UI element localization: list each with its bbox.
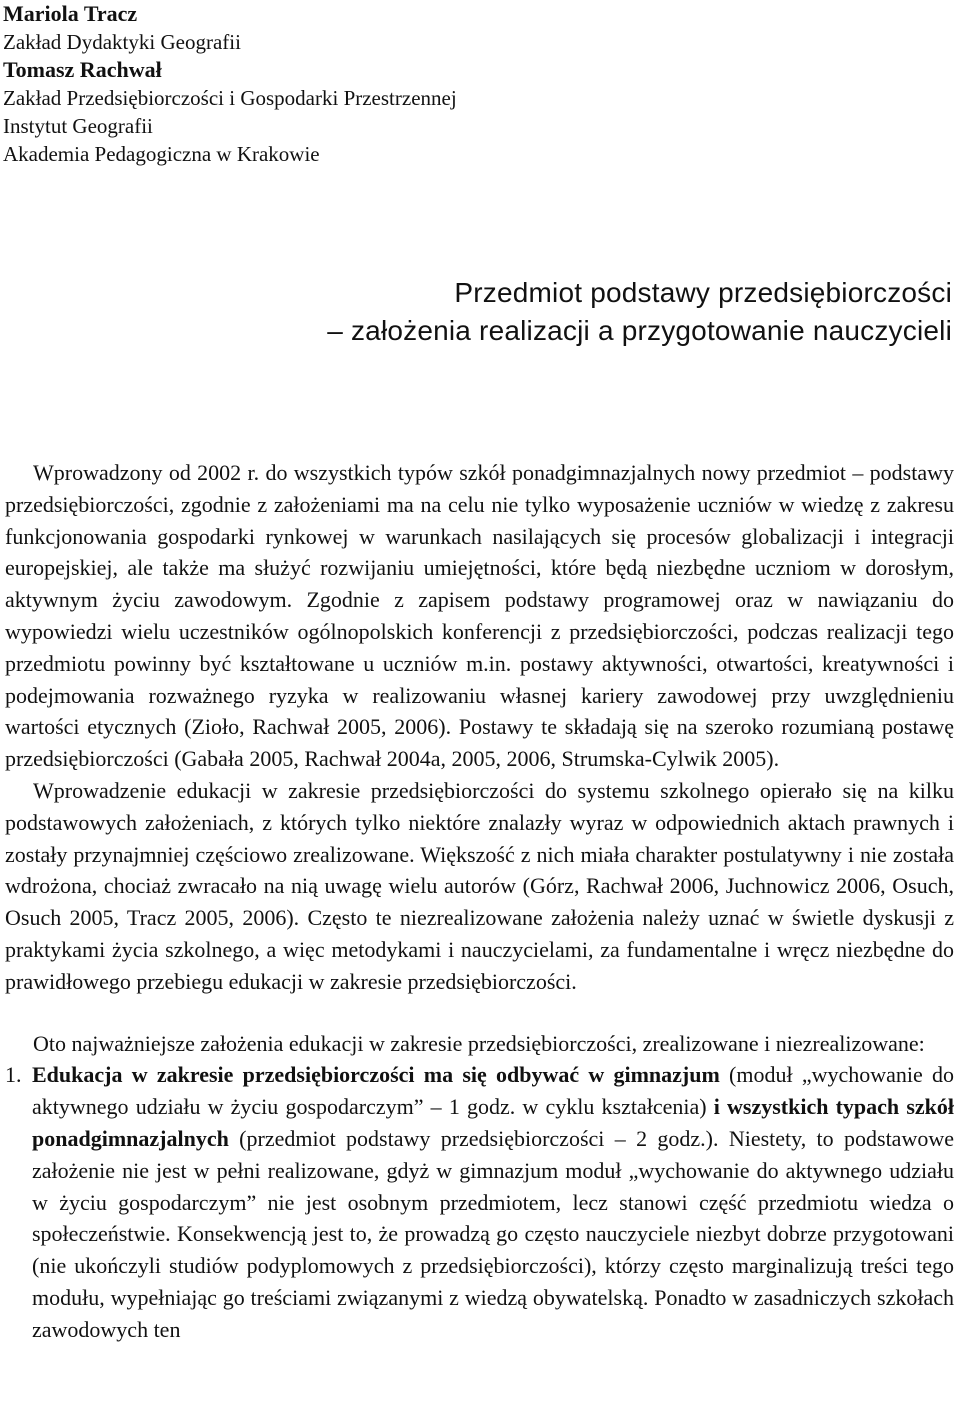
institute-name: Instytut Geografii	[3, 114, 153, 138]
author-affiliation: Zakład Dydaktyki Geografii	[3, 30, 241, 54]
university-name: Akademia Pedagogiczna w Krakowie	[3, 142, 320, 166]
title-line-2: – założenia realizacji a przygotowanie nauczycieli	[327, 315, 952, 346]
list-item-text: (przedmiot podstawy przedsiębiorczości – 2 godz.). Niestety, to podstawowe założenie nie jest w pełni realizowane, gdyż w gimnazjum moduł „wychowanie do aktywnego udziału w życiu gospodarczym” nie jest osobnym przedmiotem, lecz stanowi część przedmiotu wiedza o społeczeństwie. Konsekwencją jest to, że prowadzą go często nauczyciele niezbyt dobrze przygotowani (nie ukończyli studiów podyplomowych z przedsiębiorczości), którzy często marginalizują treści tego modułu, wypełniając go treściami związanymi z wiedzą obywatelską. Ponadto w zasadniczych szkołach zawodowych ten	[32, 1125, 954, 1342]
author-block	[3, 0, 457, 168]
list-item-text: (moduł „wychowanie do aktywnego udziału w życiu gospodarczym” – 1 godz. w cyklu kształcenia)	[32, 1062, 954, 1120]
bold-phrase: i wszystkich typach szkół ponadgimnazjalnych	[32, 1094, 954, 1151]
body-paragraph: Wprowadzony od 2002 r. do wszystkich typów szkół ponadgimnazjalnych nowy przedmiot – podstawy przedsiębiorczości, zgodnie z założeniami ma na celu nie tylko wyposażenie uczniów w wiedzę z zakresu funkcjonowania gospodarki rynkowej w warunkach nasilających się procesów globalizacji i integracji europejskiej, ale także ma służyć rozwijaniu umiejętności, które będą niezbędne uczniom w dorosłym, aktywnym życiu zawodowym. Zgodnie z zapisem podstawy programowej oraz w nawiązaniu do wypowiedzi wielu uczestników ogólnopolskich konferencji z przedsiębiorczości, podczas realizacji tego przedmiotu powinny być kształtowane u uczniów m.in. postawy aktywności, otwartości, kreatywności i podejmowania rozważnego ryzyka w realizowaniu własnej kariery zawodowej przy uwzględnieniu wartości etycznych (Zioło, Rachwał 2005, 2006). Postawy te składają się na szeroko rozumianą postawę przedsiębiorczości (Gabała 2005, Rachwał 2004a, 2005, 2006, Strumska-Cylwik 2005).	[5, 460, 954, 772]
author-name: Mariola Tracz	[3, 1, 138, 26]
body-paragraph: Oto najważniejsze założenia edukacji w zakresie przedsiębiorczości, zrealizowane i niezrealizowane:	[33, 1030, 925, 1056]
title-line-1: Przedmiot podstawy przedsiębiorczości	[454, 277, 952, 308]
author-name: Tomasz Rachwał	[3, 57, 162, 82]
list-item	[5, 1059, 954, 1345]
list-item-number: 1.	[5, 1062, 22, 1088]
article-body	[5, 457, 954, 1346]
bold-phrase: Edukacja w zakresie przedsiębiorczości ma się odbywać w gimnazjum	[32, 1062, 720, 1088]
article-title	[327, 274, 952, 350]
body-paragraph: Wprowadzenie edukacji w zakresie przedsiębiorczości do systemu szkolnego opierało się na kilku podstawowych założeniach, z których tylko niektóre znalazły wyraz w odpowiednich aktach prawnych i zostały przynajmniej częściowo zrealizowane. Większość z nich miała charakter postulatywny i nie została wdrożona, chociaż zwracało na nią uwagę wielu autorów (Górz, Rachwał 2006, Juchnowicz 2006, Osuch, Osuch 2005, Tracz 2005, 2006). Często te niezrealizowane założenia należy uznać w świetle dyskusji z praktykami życia szkolnego, a więc metodykami i nauczycielami, za fundamentalne i wręcz niezbędne do prawidłowego przebiegu edukacji w zakresie przedsiębiorczości.	[5, 777, 954, 994]
author-affiliation: Zakład Przedsiębiorczości i Gospodarki Przestrzennej	[3, 86, 457, 110]
